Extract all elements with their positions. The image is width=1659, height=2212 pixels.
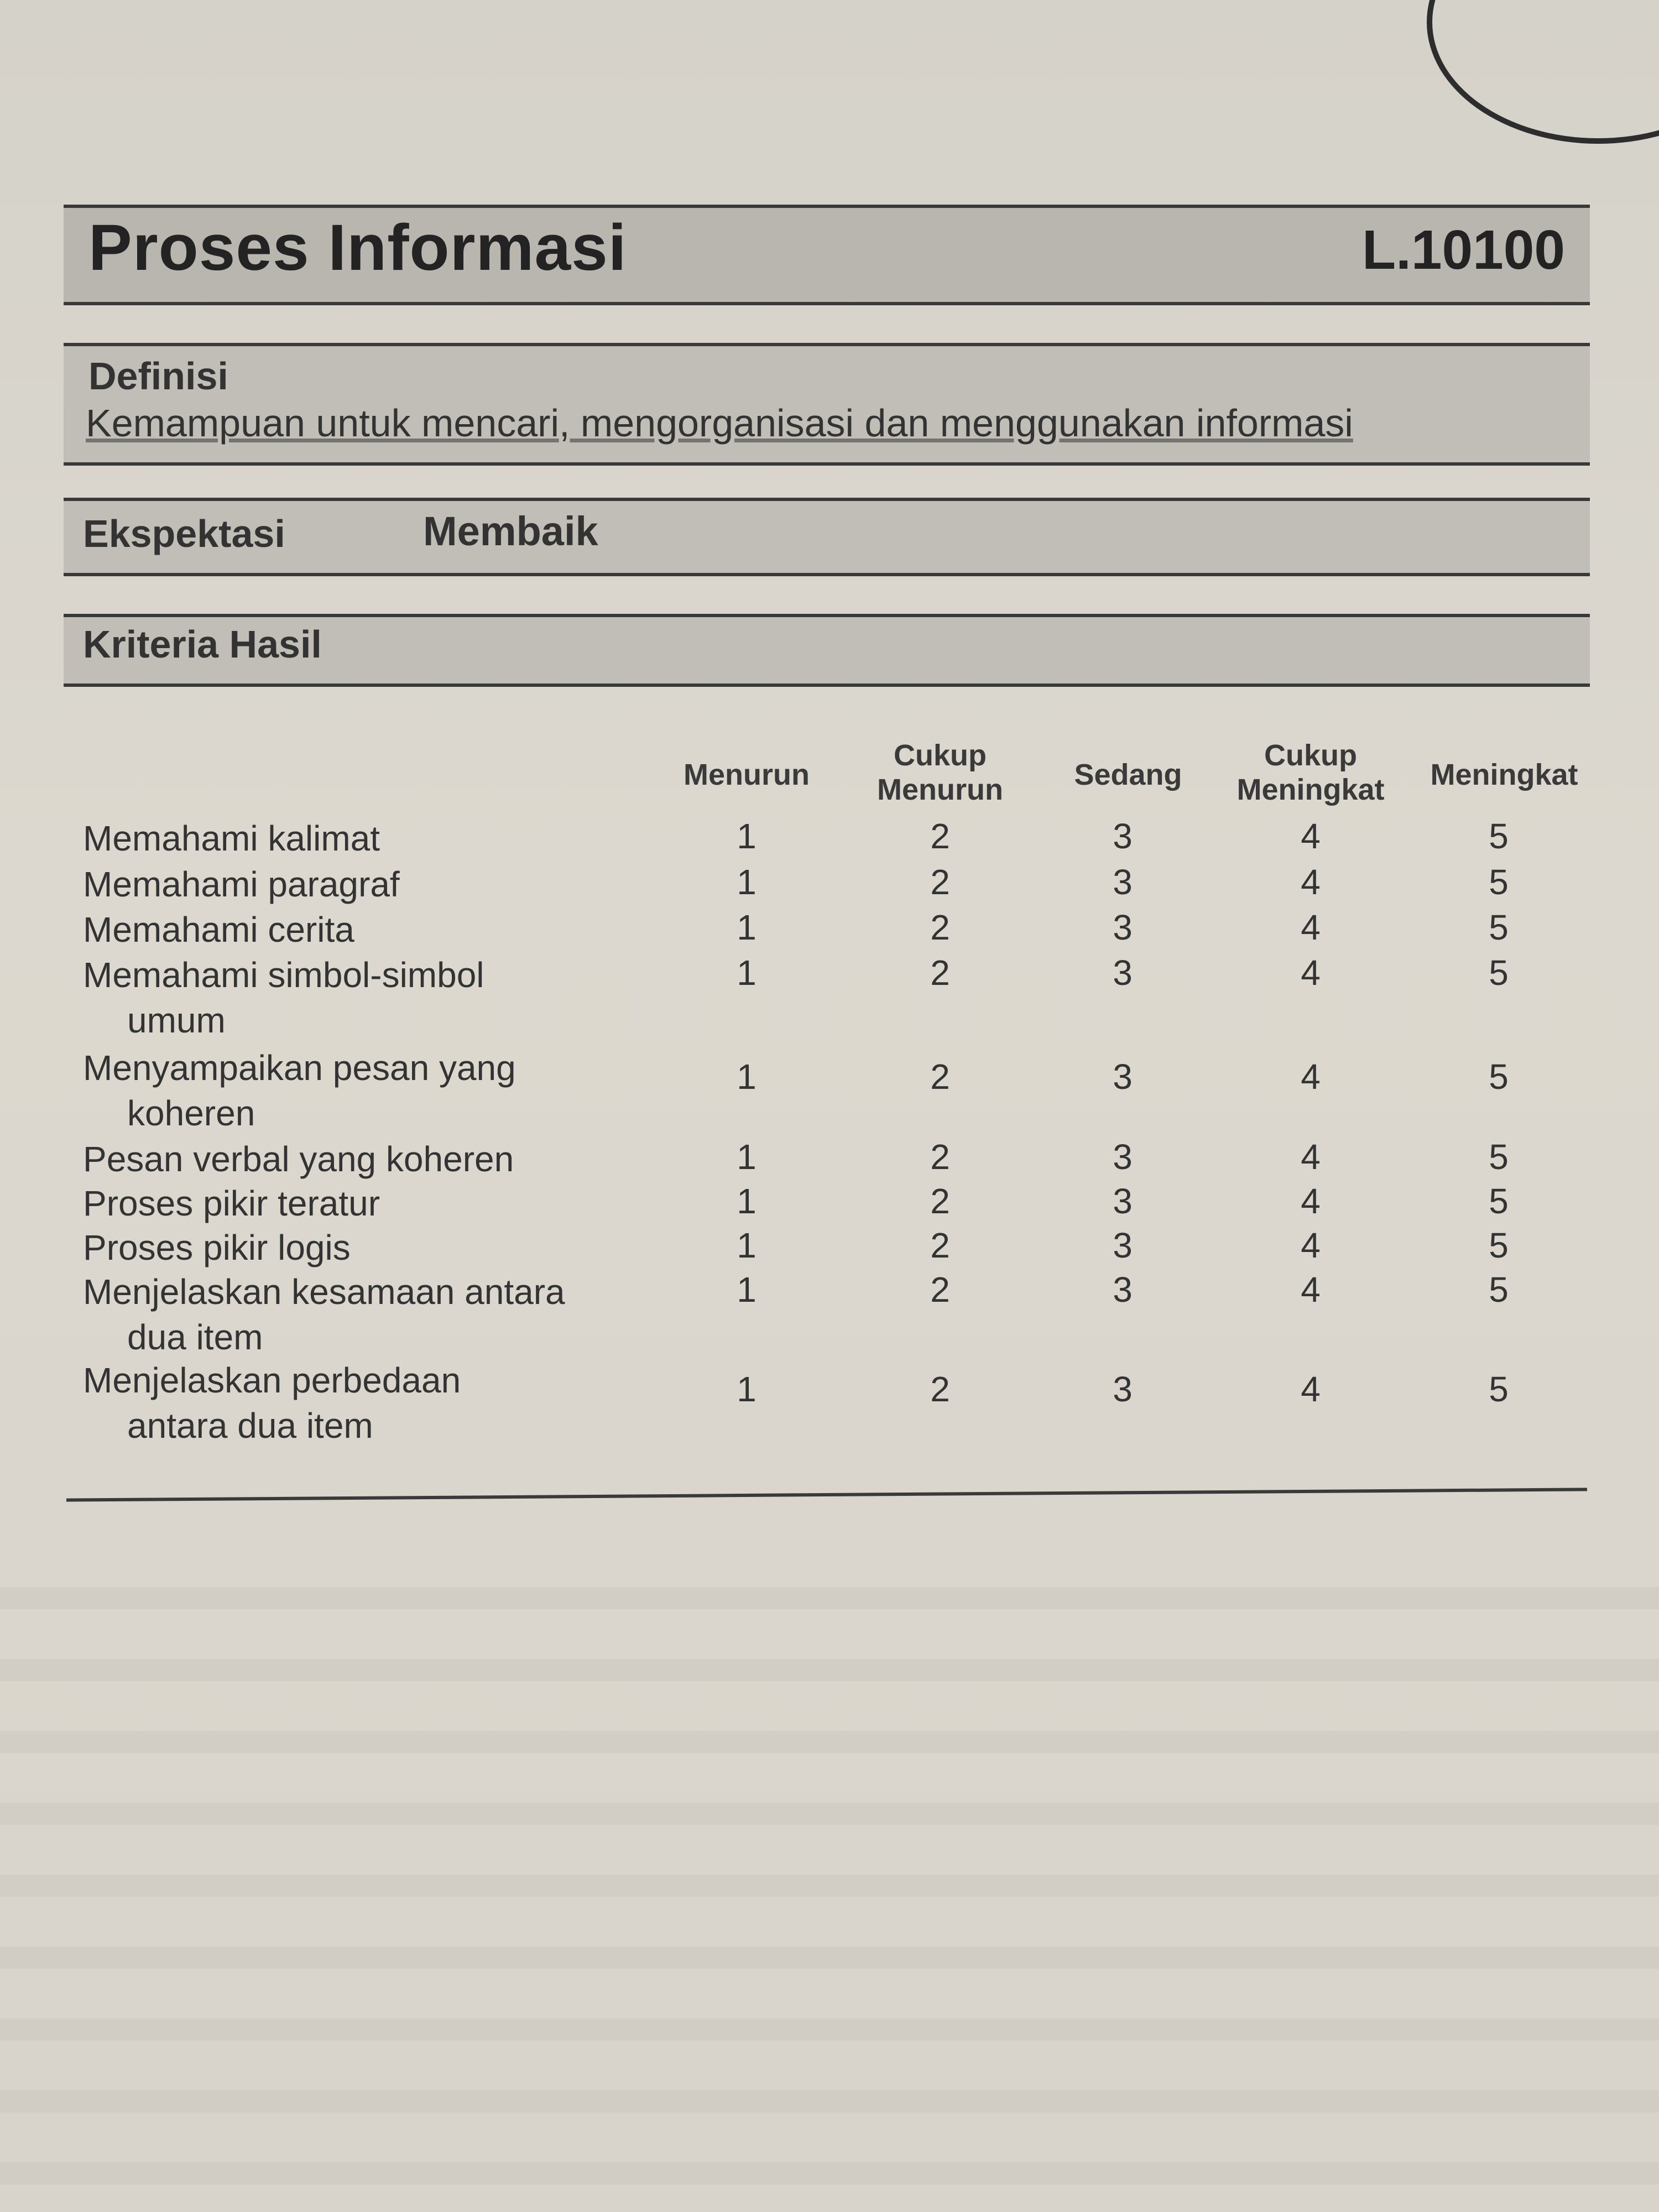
criteria-row-text: Menyampaikan pesan yang xyxy=(83,1048,516,1088)
column-header-meningkat: Meningkat xyxy=(1430,758,1578,791)
criteria-score-cell: 1 xyxy=(737,953,757,993)
criteria-row-text: Memahami kalimat xyxy=(83,818,380,858)
criteria-score-cell: 5 xyxy=(1489,1225,1509,1265)
expectation-label: Ekspektasi xyxy=(83,512,285,555)
criteria-score-cell: 3 xyxy=(1113,1270,1133,1310)
criteria-score-cell: 4 xyxy=(1301,1225,1321,1265)
criteria-score-cell: 2 xyxy=(930,1057,950,1097)
bleed-through-area xyxy=(0,1537,1659,2201)
criteria-score-cell: 1 xyxy=(737,907,757,947)
criteria-row-label xyxy=(83,862,664,907)
criteria-score-cell: 2 xyxy=(930,953,950,993)
criteria-score-cell: 4 xyxy=(1301,1181,1321,1221)
criteria-row-text: Proses pikir teratur xyxy=(83,1183,380,1223)
criteria-row-label xyxy=(83,1045,664,1136)
criteria-score-cell: 2 xyxy=(930,1369,950,1409)
criteria-score-cell: 2 xyxy=(930,816,950,856)
criteria-score-cell: 3 xyxy=(1113,907,1133,947)
criteria-score-cell: 1 xyxy=(737,1225,757,1265)
criteria-score-cell: 3 xyxy=(1113,1181,1133,1221)
column-header-cukup-menurun: Cukup Menurun xyxy=(877,739,1003,806)
criteria-score-cell: 2 xyxy=(930,1181,950,1221)
criteria-score-cell: 1 xyxy=(737,1270,757,1310)
criteria-score-cell: 1 xyxy=(737,816,757,856)
criteria-score-cell: 3 xyxy=(1113,862,1133,902)
criteria-score-cell: 4 xyxy=(1301,907,1321,947)
criteria-score-cell: 4 xyxy=(1301,953,1321,993)
criteria-score-cell: 1 xyxy=(737,1057,757,1097)
criteria-score-cell: 3 xyxy=(1113,953,1133,993)
criteria-row-text-continued: dua item xyxy=(127,1317,263,1357)
criteria-score-cell: 4 xyxy=(1301,1137,1321,1177)
criteria-score-cell: 5 xyxy=(1489,1270,1509,1310)
criteria-score-cell: 2 xyxy=(930,1225,950,1265)
expectation-band xyxy=(64,498,1590,576)
criteria-score-cell: 5 xyxy=(1489,816,1509,856)
criteria-score-cell: 3 xyxy=(1113,1369,1133,1409)
criteria-score-cell: 5 xyxy=(1489,862,1509,902)
criteria-label: Kriteria Hasil xyxy=(83,623,322,666)
criteria-row-text: Memahami cerita xyxy=(83,910,354,950)
criteria-row-text: Proses pikir logis xyxy=(83,1228,351,1267)
criteria-score-cell: 3 xyxy=(1113,1225,1133,1265)
criteria-row-label xyxy=(83,907,664,952)
criteria-row-label xyxy=(83,952,664,1043)
criteria-row-text-continued: antara dua item xyxy=(127,1406,373,1446)
criteria-score-cell: 3 xyxy=(1113,1137,1133,1177)
expectation-value: Membaik xyxy=(423,508,598,554)
page-title: Proses Informasi xyxy=(88,211,627,284)
criteria-row-label xyxy=(83,1181,664,1226)
criteria-score-cell: 5 xyxy=(1489,907,1509,947)
criteria-row-label xyxy=(83,1358,664,1448)
criteria-row-label xyxy=(83,816,664,861)
criteria-row-text-continued: umum xyxy=(127,1000,226,1040)
criteria-score-cell: 1 xyxy=(737,862,757,902)
criteria-row-text-continued: koheren xyxy=(127,1093,255,1133)
definition-text: Kemampuan untuk mencari, mengorganisasi dan menggunakan informasi xyxy=(86,401,1353,445)
criteria-score-cell: 4 xyxy=(1301,816,1321,856)
criteria-score-cell: 2 xyxy=(930,1270,950,1310)
criteria-score-cell: 4 xyxy=(1301,1057,1321,1097)
criteria-score-cell: 2 xyxy=(930,862,950,902)
column-header-menurun: Menurun xyxy=(684,758,810,791)
column-header-cukup-meningkat: Cukup Meningkat xyxy=(1237,739,1385,806)
criteria-score-cell: 5 xyxy=(1489,1057,1509,1097)
definition-label: Definisi xyxy=(88,354,228,398)
criteria-score-cell: 1 xyxy=(737,1369,757,1409)
criteria-score-cell: 3 xyxy=(1113,1057,1133,1097)
criteria-row-label xyxy=(83,1136,664,1182)
outcome-code: L.10100 xyxy=(1362,219,1565,281)
criteria-score-cell: 5 xyxy=(1489,1369,1509,1409)
criteria-score-cell: 3 xyxy=(1113,816,1133,856)
criteria-score-cell: 1 xyxy=(737,1181,757,1221)
column-header-sedang: Sedang xyxy=(1074,758,1182,791)
criteria-row-text: Menjelaskan kesamaan antara xyxy=(83,1272,565,1312)
criteria-score-cell: 1 xyxy=(737,1137,757,1177)
criteria-row-text: Menjelaskan perbedaan xyxy=(83,1360,461,1400)
criteria-score-cell: 4 xyxy=(1301,862,1321,902)
criteria-row-text: Memahami simbol-simbol xyxy=(83,955,484,995)
criteria-row-label xyxy=(83,1269,664,1360)
criteria-row-text: Pesan verbal yang koheren xyxy=(83,1139,514,1179)
criteria-score-cell: 5 xyxy=(1489,953,1509,993)
criteria-score-cell: 5 xyxy=(1489,1181,1509,1221)
criteria-score-cell: 2 xyxy=(930,907,950,947)
criteria-row-text: Memahami paragraf xyxy=(83,864,400,904)
criteria-score-cell: 4 xyxy=(1301,1369,1321,1409)
criteria-row-label xyxy=(83,1225,664,1270)
criteria-score-cell: 5 xyxy=(1489,1137,1509,1177)
criteria-score-cell: 4 xyxy=(1301,1270,1321,1310)
criteria-score-cell: 2 xyxy=(930,1137,950,1177)
